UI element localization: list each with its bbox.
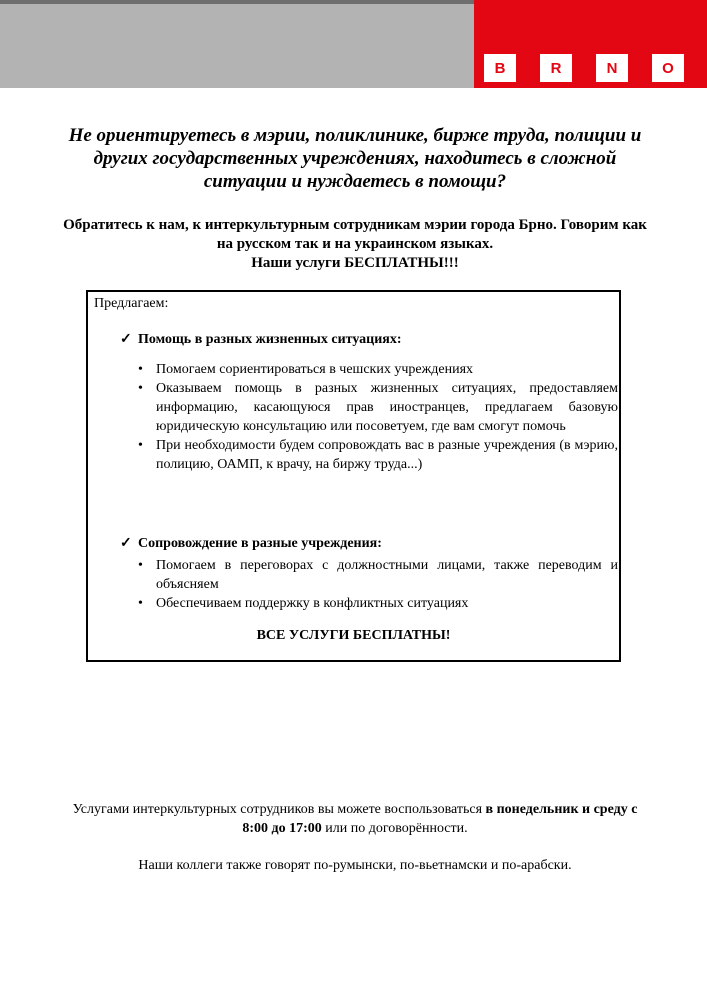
- bullet-icon: •: [138, 558, 143, 573]
- bullet-icon: •: [138, 362, 143, 377]
- section-heading-label: Помощь в разных жизненных ситуациях:: [138, 332, 402, 347]
- checkmark-icon: ✓: [120, 536, 132, 551]
- logo-letter-o: O: [652, 54, 684, 82]
- help-list: [136, 360, 618, 474]
- bullet-icon: •: [138, 381, 143, 396]
- escort-list: [136, 556, 618, 613]
- subtitle-free: Наши услуги БЕСПЛАТНЫ!!!: [251, 255, 459, 271]
- logo-letter-b: B: [484, 54, 516, 82]
- closing-statement: ВСЕ УСЛУГИ БЕСПЛАТНЫ!: [256, 628, 451, 643]
- section-heading-label: Сопровождение в разные учреждения:: [138, 536, 382, 551]
- list-item: • Обеспечиваем поддержку в конфликтных ситуациях: [138, 596, 469, 611]
- offer-box: [86, 290, 621, 662]
- page-title: Не ориентируетесь в мэрии, поликлинике, бирже труда, полиции и других государственных учреждениях, находитесь в сложной ситуации и нуждаетесь в помощи?: [68, 125, 642, 192]
- list-item: • При необходимости будем сопровождать вас в разные учреждения (в мэрию, полицию, ОАМП, к врачу, на биржу труда...): [138, 438, 618, 472]
- subtitle: [60, 216, 650, 273]
- section-heading-help: [120, 330, 402, 349]
- list-item: • Оказываем помощь в разных жизненных ситуациях, предоставляем информацию, касающуюся прав иностранцев, предлагаем базовую юридическую консультацию или посоветуем, где вам смогут помочь: [138, 381, 618, 434]
- checkmark-icon: ✓: [120, 332, 132, 347]
- footer-hours: Услугами интеркультурных сотрудников вы можете воспользоваться в понедельник и среду с 8:00 до 17:00 или по договорённости.: [72, 802, 638, 836]
- bullet-icon: •: [138, 596, 143, 611]
- offer-intro: Предлагаем:: [94, 296, 169, 311]
- logo-letter-r: R: [540, 54, 572, 82]
- footer-hours-bold: в понедельник и среду с 8:00 до 17:00: [242, 802, 638, 836]
- footer-languages: Наши коллеги также говорят по-румынски, по-вьетнамски и по-арабски.: [138, 858, 572, 873]
- bullet-icon: •: [138, 438, 143, 453]
- section-heading-escort: [120, 534, 382, 553]
- list-item: • Помогаем в переговорах с должностными лицами, также переводим и объясняем: [138, 558, 618, 592]
- subtitle-contact: Обратитесь к нам, к интеркультурным сотрудникам мэрии города Брно. Говорим как на русском так и на украинском языках.: [63, 217, 647, 252]
- list-item: • Помогаем сориентироваться в чешских учреждениях: [138, 362, 474, 377]
- logo-letter-n: N: [596, 54, 628, 82]
